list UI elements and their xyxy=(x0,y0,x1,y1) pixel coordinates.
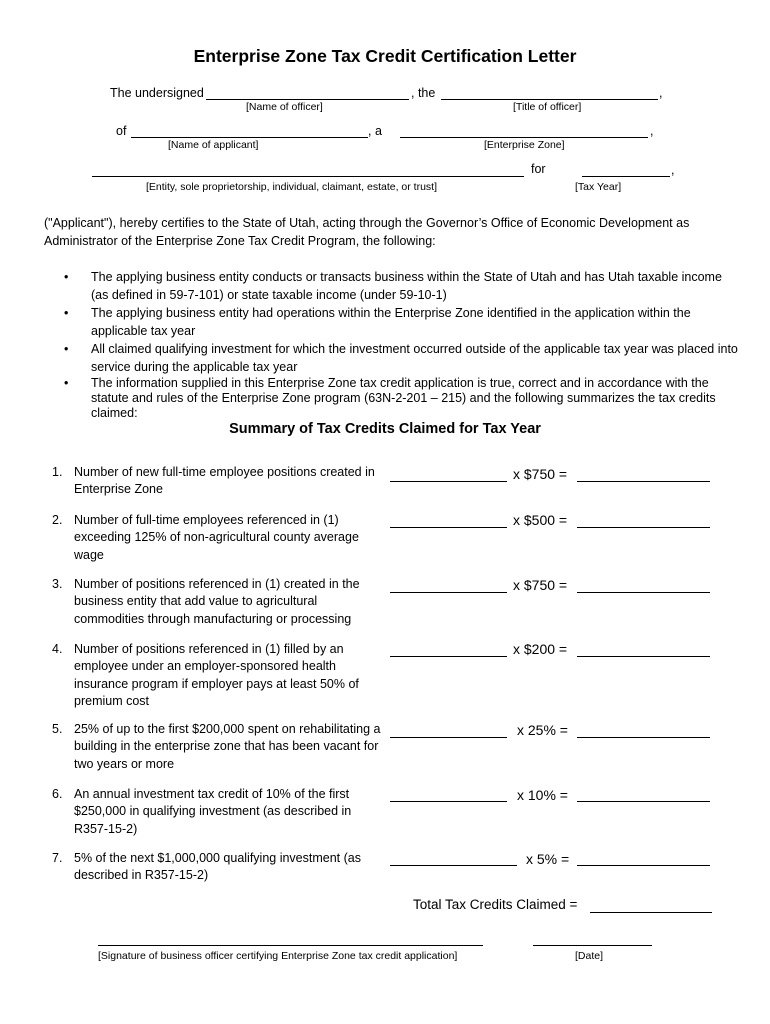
signature-field[interactable] xyxy=(98,945,483,946)
item-5-amount-field[interactable] xyxy=(577,737,710,738)
entity-type-caption: [Entity, sole proprietorship, individual, claimant, estate, or trust] xyxy=(146,181,438,193)
item-multiplier: x $750 = xyxy=(513,466,568,482)
item-description: Number of full-time employees referenced in (1) exceeding 125% of non-agricultural county average wage xyxy=(74,513,359,562)
officer-name-field[interactable] xyxy=(206,99,409,100)
item-2-count-field[interactable] xyxy=(390,527,507,528)
item-number: 2. xyxy=(52,513,63,527)
item-6-amount-field[interactable] xyxy=(577,801,710,802)
bullet-text: The applying business entity conducts or transacts business within the State of Utah and has Utah taxable income (as defined in 59-7-101) or state taxable income (under 59-10-1) xyxy=(91,270,722,302)
item-number: 6. xyxy=(52,787,63,801)
for-label: for xyxy=(531,162,546,176)
item-multiplier: x $750 = xyxy=(513,577,568,593)
tax-year-caption: [Tax Year] xyxy=(575,181,622,193)
item-description: 25% of up to the first $200,000 spent on rehabilitating a building in the enterprise zone that has been vacant for two years or more xyxy=(74,722,381,771)
title-of-officer-caption: [Title of officer] xyxy=(513,101,582,113)
applicant-name-field[interactable] xyxy=(131,137,368,138)
comma-label: , xyxy=(650,124,654,138)
item-7-count-field[interactable] xyxy=(390,865,517,866)
item-7-amount-field[interactable] xyxy=(577,865,710,866)
item-1-count-field[interactable] xyxy=(390,481,507,482)
item-number: 4. xyxy=(52,642,63,656)
bullet-icon: • xyxy=(64,306,69,320)
item-multiplier: x 25% = xyxy=(517,722,568,738)
item-multiplier: x $500 = xyxy=(513,512,568,528)
item-4-count-field[interactable] xyxy=(390,656,507,657)
the-label: , the xyxy=(411,86,436,100)
entity-type-field[interactable] xyxy=(92,176,524,177)
item-multiplier: x 5% = xyxy=(526,851,570,867)
item-multiplier: x 10% = xyxy=(517,787,568,803)
item-3-amount-field[interactable] xyxy=(577,592,710,593)
item-description: An annual investment tax credit of 10% of the first $250,000 in qualifying investment (as described in R357-15-2) xyxy=(74,787,352,836)
bullet-text: All claimed qualifying investment for which the investment occurred outside of the applicable tax year was placed into service during the applicable tax year xyxy=(91,342,738,374)
item-1-amount-field[interactable] xyxy=(577,481,710,482)
item-5-count-field[interactable] xyxy=(390,737,507,738)
enterprise-zone-caption: [Enterprise Zone] xyxy=(484,139,565,151)
total-amount-field[interactable] xyxy=(590,912,712,913)
bullet-text: The information supplied in this Enterprise Zone tax credit application is true, correct and in accordance with the statute and rules of the Enterprise Zone program (63N-2-201 – 215) and the following summarizes the tax credits claimed: xyxy=(91,376,716,420)
summary-title: Summary of Tax Credits Claimed for Tax Year xyxy=(229,421,541,437)
intro-paragraph: ("Applicant"), hereby certifies to the State of Utah, acting through the Governor’s Office of Economic Development as Administrator of the Enterprise Zone Tax Credit Program, the following: xyxy=(44,216,690,248)
bullet-icon: • xyxy=(64,270,69,284)
item-number: 3. xyxy=(52,577,63,591)
tax-year-field[interactable] xyxy=(582,176,670,177)
date-caption: [Date] xyxy=(575,950,604,962)
date-field[interactable] xyxy=(533,945,652,946)
item-number: 7. xyxy=(52,851,63,865)
bullet-icon: • xyxy=(64,342,69,356)
item-description: Number of positions referenced in (1) created in the business entity that add value to agricultural commodities through manufacturing or processing xyxy=(74,577,360,626)
item-multiplier: x $200 = xyxy=(513,641,568,657)
total-label: Total Tax Credits Claimed = xyxy=(413,897,578,912)
comma-label: , xyxy=(659,86,663,100)
item-description: Number of positions referenced in (1) filled by an employee under an employer-sponsored health insurance program if employer pays at least 50% of premium cost xyxy=(74,642,359,708)
document-title: Enterprise Zone Tax Credit Certification Letter xyxy=(193,46,577,66)
item-3-count-field[interactable] xyxy=(390,592,507,593)
item-number: 1. xyxy=(52,465,63,479)
enterprise-zone-field[interactable] xyxy=(400,137,648,138)
a-label: , a xyxy=(368,124,382,138)
item-4-amount-field[interactable] xyxy=(577,656,710,657)
item-number: 5. xyxy=(52,722,63,736)
item-6-count-field[interactable] xyxy=(390,801,507,802)
bullet-icon: • xyxy=(64,376,69,390)
bullet-text: The applying business entity had operations within the Enterprise Zone identified in the application within the applicable tax year xyxy=(91,306,691,338)
item-description: 5% of the next $1,000,000 qualifying investment (as described in R357-15-2) xyxy=(74,851,361,883)
comma-label: , xyxy=(671,163,675,177)
signature-caption: [Signature of business officer certifying Enterprise Zone tax credit application] xyxy=(98,950,458,962)
item-2-amount-field[interactable] xyxy=(577,527,710,528)
of-label: of xyxy=(116,124,127,138)
undersigned-label: The undersigned xyxy=(110,86,204,100)
officer-title-field[interactable] xyxy=(441,99,658,100)
item-description: Number of new full-time employee positions created in Enterprise Zone xyxy=(74,465,375,497)
name-of-applicant-caption: [Name of applicant] xyxy=(168,139,259,151)
name-of-officer-caption: [Name of officer] xyxy=(246,101,323,113)
